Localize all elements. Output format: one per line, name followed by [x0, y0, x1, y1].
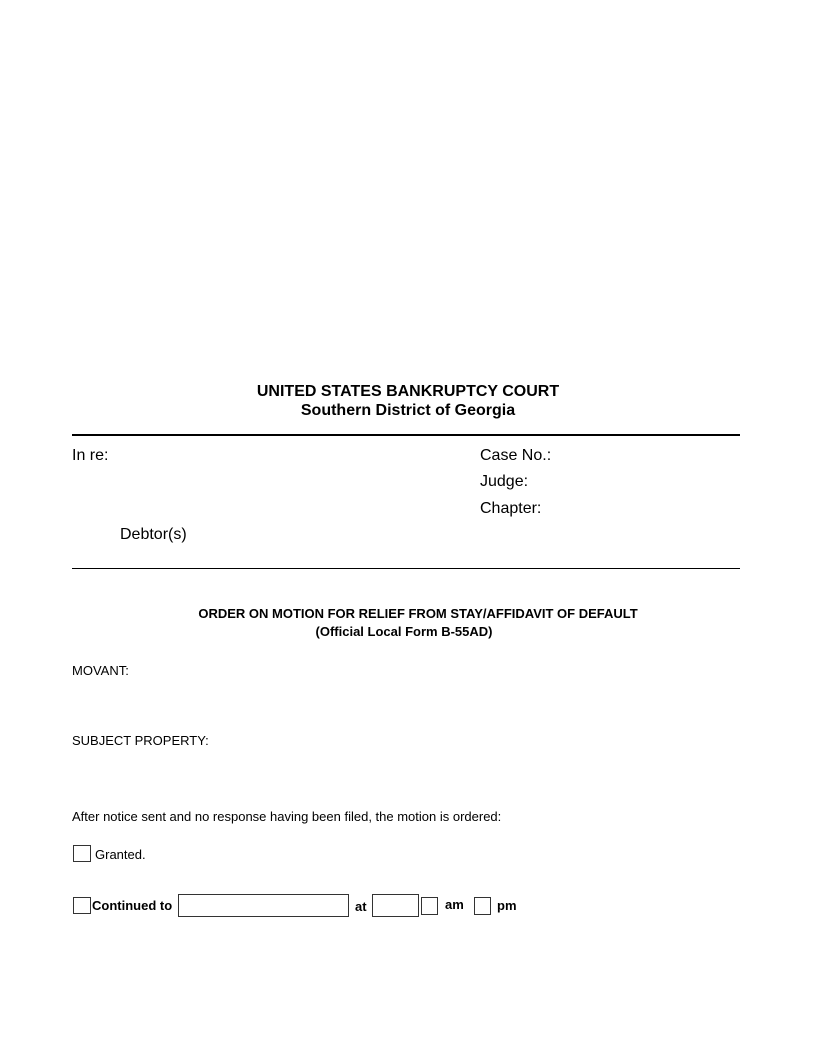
chapter-label: Chapter: — [480, 500, 542, 517]
continued-date-input[interactable] — [178, 894, 349, 917]
judge-label: Judge: — [480, 473, 529, 490]
granted-checkbox[interactable] — [73, 845, 91, 862]
subject-property-label: SUBJECT PROPERTY: — [72, 733, 209, 748]
continued-checkbox[interactable] — [73, 897, 91, 914]
court-district: Southern District of Georgia — [300, 402, 516, 419]
court-name: UNITED STATES BANKRUPTCY COURT — [256, 383, 560, 400]
am-checkbox[interactable] — [421, 897, 438, 915]
case-number-label: Case No.: — [480, 447, 552, 464]
am-label: am — [445, 897, 464, 912]
movant-label: MOVANT: — [72, 663, 129, 678]
at-label: at — [355, 899, 367, 914]
pm-checkbox[interactable] — [474, 897, 491, 915]
pm-label: pm — [497, 898, 517, 913]
disposition-intro: After notice sent and no response having been filed, the motion is ordered: — [72, 809, 502, 824]
caption-divider — [72, 568, 740, 569]
debtor-label: Debtor(s) — [120, 526, 187, 543]
granted-label: Granted. — [95, 847, 146, 862]
header-divider — [72, 434, 740, 436]
order-title: ORDER ON MOTION FOR RELIEF FROM STAY/AFFIDAVIT OF DEFAULT — [198, 606, 638, 621]
in-re-label: In re: — [72, 447, 109, 464]
order-subtitle: (Official Local Form B-55AD) — [315, 624, 493, 639]
continued-label: Continued to — [92, 898, 173, 913]
continued-time-input[interactable] — [372, 894, 419, 917]
